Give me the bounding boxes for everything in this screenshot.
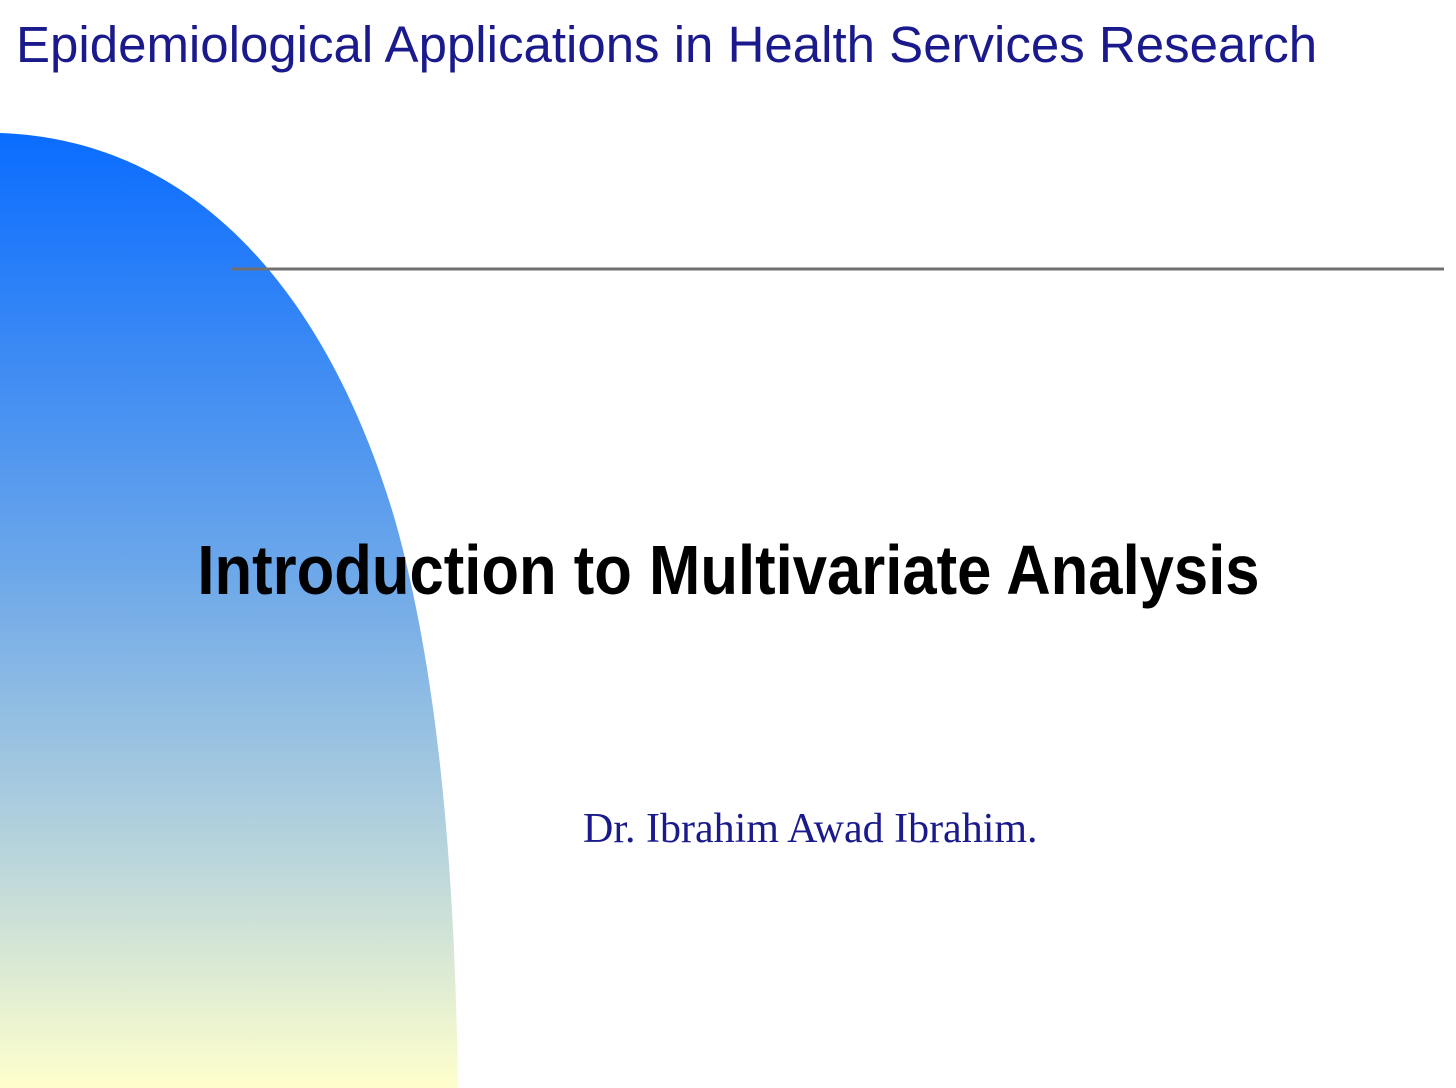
header-title: Epidemiological Applications in Health Services Research: [16, 16, 1318, 73]
main-title: Introduction to Multivariate Analysis: [196, 531, 1260, 609]
author-name: Dr. Ibrahim Awad Ibrahim.: [583, 806, 1038, 852]
main-title-container: [0, 528, 1456, 612]
